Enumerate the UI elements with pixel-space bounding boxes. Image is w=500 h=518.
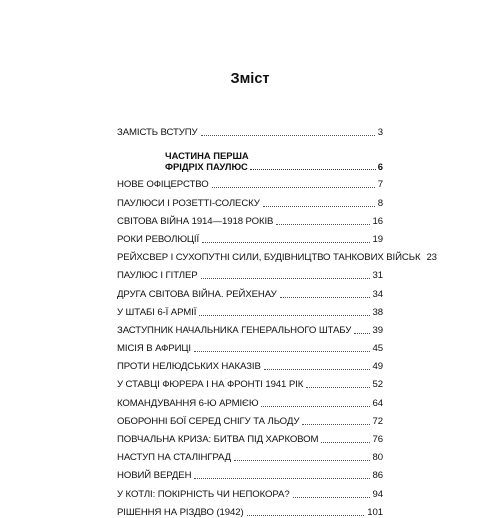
toc-entry-title: СВІТОВА ВІЙНА 1914—1918 РОКІВ: [117, 215, 274, 227]
toc-entry-title: НАСТУП НА СТАЛІНГРАД: [117, 452, 232, 464]
toc-entry[interactable]: [117, 245, 437, 264]
dot-leader: [280, 297, 370, 298]
toc-entry-page: 64: [372, 397, 383, 409]
toc-entry-page: 101: [367, 506, 383, 518]
toc-entry-title: МІСІЯ В АФРИЦІ: [117, 343, 191, 355]
dot-leader: [306, 387, 369, 388]
toc-entry-page: 72: [372, 415, 383, 427]
toc-entry-title: ОБОРОННІ БОЇ СЕРЕД СНІГУ ТА ЛЬОДУ: [117, 415, 300, 427]
toc-entry-page: 52: [372, 379, 383, 391]
toc-entry[interactable]: [117, 281, 383, 299]
toc-entry-title: РІШЕННЯ НА РІЗДВО (1942): [117, 506, 244, 518]
part-title-row: [117, 161, 383, 172]
toc-entry[interactable]: [117, 390, 383, 408]
dot-leader: [354, 333, 369, 334]
dot-leader: [263, 206, 375, 207]
part-title: ФРІДРІХ ПАУЛЮС: [165, 161, 248, 173]
dot-leader: [250, 169, 376, 170]
dot-leader: [212, 187, 375, 188]
toc-entry-title: НОВЕ ОФІЦЕРСТВО: [117, 179, 209, 191]
dot-leader: [264, 369, 370, 370]
toc-entry-title: РЕЙХСВЕР І СУХОПУТНІ СИЛИ, БУДІВНИЦТВО ТАНКОВИХ ВІЙСЬК: [117, 252, 421, 264]
page-title: Зміст: [230, 71, 270, 87]
toc-entry[interactable]: [117, 227, 383, 245]
toc-entry-title: У ШТАБІ 6-Ї АРМІЇ: [117, 306, 197, 318]
toc-entry-page: 76: [372, 434, 383, 445]
toc-entry[interactable]: [117, 481, 383, 499]
toc-entry-title: ЗАСТУПНИК НАЧАЛЬНИКА ГЕНЕРАЛЬНОГО ШТАБУ: [117, 324, 352, 336]
toc-entry-page: 23: [426, 252, 437, 264]
toc-entry[interactable]: [117, 354, 383, 372]
toc-entry-title: КОМАНДУВАННЯ 6-Ю АРМІЄЮ: [117, 397, 259, 409]
toc-entry[interactable]: [117, 120, 383, 138]
toc-entry-page: 45: [372, 343, 383, 355]
dot-leader: [276, 224, 369, 225]
toc-entry[interactable]: [117, 463, 383, 481]
dot-leader: [202, 242, 369, 243]
toc-entry-page: 31: [372, 270, 383, 282]
toc-entry[interactable]: [117, 336, 383, 354]
dot-leader: [234, 460, 369, 461]
toc-entry[interactable]: [117, 318, 383, 336]
toc-entry-title: ПРОТИ НЕЛЮДСЬКИХ НАКАЗІВ: [117, 361, 261, 373]
dot-leader: [261, 406, 369, 407]
toc-entry-page: 19: [372, 233, 383, 245]
dot-leader: [293, 497, 370, 498]
dot-leader: [302, 424, 369, 425]
toc-entry-title: ПАУЛЮС І ГІТЛЕР: [117, 270, 198, 282]
toc-entry[interactable]: [117, 190, 383, 208]
dot-leader: [194, 478, 369, 479]
toc-entry[interactable]: [117, 372, 383, 390]
toc-entry-page: 7: [377, 179, 383, 191]
toc-entry-page: 86: [372, 470, 383, 482]
dot-leader: [199, 315, 369, 316]
toc-entry-title: ДРУГА СВІТОВА ВІЙНА. РЕЙХЕНАУ: [117, 288, 277, 300]
toc-entry-title: У КОТЛІ: ПОКІРНІСТЬ ЧИ НЕПОКОРА?: [117, 488, 290, 500]
toc-entry-title: ПАУЛЮСИ І РОЗЕТТІ-СОЛЕСКУ: [117, 197, 260, 209]
toc-entry-page: 34: [372, 288, 383, 300]
toc-entry-page: 8: [377, 197, 383, 209]
toc-entry-page: 6: [377, 161, 383, 173]
table-of-contents: [117, 120, 437, 518]
toc-entry-title: ПОВЧАЛЬНА КРИЗА: БИТВА ПІД ХАРКОВОМ: [117, 434, 319, 445]
dot-leader: [201, 135, 375, 136]
toc-entry-page: 16: [372, 215, 383, 227]
toc-entry-page: 94: [372, 488, 383, 500]
toc-entry[interactable]: [117, 500, 383, 518]
toc-entry[interactable]: [117, 300, 383, 318]
toc-entry[interactable]: [117, 445, 383, 463]
toc-part-heading[interactable]: [117, 138, 383, 172]
toc-entry-page: 38: [372, 306, 383, 318]
toc-entry-page: 3: [377, 127, 383, 139]
dot-leader: [201, 278, 370, 279]
toc-entry-page: 80: [372, 452, 383, 464]
dot-leader: [321, 442, 369, 443]
toc-entry-title: У СТАВЦІ ФЮРЕРА І НА ФРОНТІ 1941 РІК: [117, 379, 304, 391]
toc-entry-title: ЗАМІСТЬ ВСТУПУ: [117, 127, 198, 139]
toc-entry-title: РОКИ РЕВОЛЮЦІЇ: [117, 233, 200, 245]
part-number: ЧАСТИНА ПЕРША: [165, 150, 249, 162]
toc-entry[interactable]: [117, 427, 383, 445]
dot-leader: [194, 351, 370, 352]
dot-leader: [247, 515, 365, 516]
toc-entry[interactable]: [117, 263, 383, 281]
toc-entry[interactable]: [117, 172, 383, 190]
toc-entry-title: НОВИЙ ВЕРДЕН: [117, 470, 192, 482]
toc-entry-page: 39: [372, 324, 383, 336]
toc-entry[interactable]: [117, 409, 383, 427]
toc-entry-page: 49: [372, 361, 383, 373]
toc-entry[interactable]: [117, 209, 383, 227]
